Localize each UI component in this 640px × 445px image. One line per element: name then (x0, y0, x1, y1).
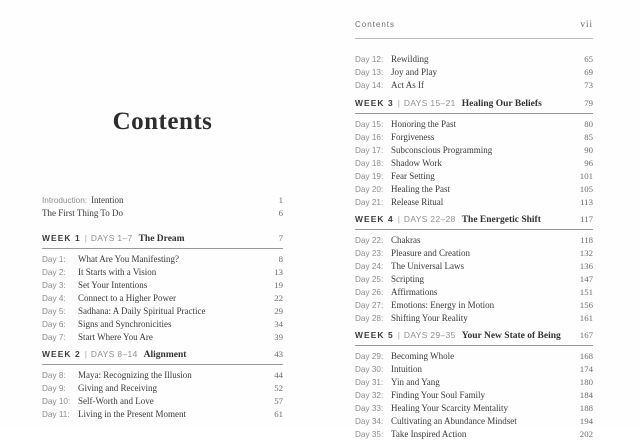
entry-title: Signs and Synchronicities (78, 319, 172, 329)
day-label: Day 32: (355, 391, 384, 400)
entry-title: Shifting Your Reality (391, 313, 468, 323)
day-label: Day 8: (42, 371, 66, 380)
week-section-title: The Dream (138, 234, 185, 244)
entry-page-number: 85 (584, 132, 593, 142)
day-label: Day 11: (42, 410, 70, 419)
entry-page-number: 8 (278, 254, 283, 264)
toc-entry (355, 376, 593, 389)
toc-entry (355, 312, 593, 325)
week-section-header (42, 232, 283, 249)
entry-title: Act As If (391, 80, 424, 90)
toc-entry (355, 363, 593, 376)
entry-page-number: 65 (584, 54, 593, 64)
entry-title: Start Where You Are (78, 332, 153, 342)
toc-entry (42, 382, 283, 395)
entry-title: Intuition (391, 364, 422, 374)
toc-entry (355, 196, 593, 209)
separator-pipe: | (397, 214, 400, 224)
entry-page-number: 61 (274, 409, 283, 419)
entry-title: Honoring the Past (391, 119, 456, 129)
left-page (42, 0, 283, 426)
day-label: Day 10: (42, 397, 71, 406)
separator-pipe: | (397, 98, 400, 108)
week-label: WEEK 1 (42, 233, 81, 243)
entry-title: Emotions: Energy in Motion (391, 300, 495, 310)
toc-entry (355, 286, 593, 299)
entry-page-number: 194 (579, 416, 593, 426)
entry-page-number: 6 (278, 208, 283, 218)
separator-pipe: | (84, 349, 87, 359)
entry-page-number: 69 (584, 67, 593, 77)
day-label: Day 33: (355, 404, 384, 413)
toc-entry (355, 144, 593, 157)
day-label: Day 27: (355, 301, 384, 310)
entry-title: Set Your Intentions (78, 280, 148, 290)
day-label: Day 34: (355, 417, 384, 426)
day-label: Day 17: (355, 146, 384, 155)
separator-pipe: | (397, 330, 400, 340)
right-page (355, 0, 593, 439)
section-page-number: 79 (584, 98, 593, 108)
entry-title: Shadow Work (391, 158, 442, 168)
entry-page-number: 202 (579, 429, 593, 439)
section-page-number: 7 (278, 233, 283, 243)
day-label: Day 18: (355, 159, 384, 168)
entry-page-number: 1 (278, 195, 283, 205)
week-section-title: The Energetic Shift (461, 215, 541, 225)
toc-entry (355, 389, 593, 402)
section-page-number: 167 (579, 330, 593, 340)
entry-title: The Universal Laws (391, 261, 464, 271)
toc-entry (42, 331, 283, 344)
toc-entry (42, 194, 283, 207)
entry-title: It Starts with a Vision (78, 267, 157, 277)
entry-title: What Are You Manifesting? (78, 254, 179, 264)
day-label: Day 13: (355, 68, 384, 77)
week-section-title: Alignment (143, 350, 187, 360)
toc-entry (355, 79, 593, 92)
entry-title: Scripting (391, 274, 424, 284)
toc-entry (42, 207, 283, 219)
toc-entry (355, 350, 593, 363)
toc-entry (355, 53, 593, 66)
day-label: Day 31: (355, 378, 384, 387)
entry-page-number: 90 (584, 145, 593, 155)
days-range-label: DAYS 8–14 (90, 349, 138, 359)
day-label: Day 19: (355, 172, 384, 181)
toc-entry (42, 279, 283, 292)
section-page-number: 117 (580, 214, 593, 224)
toc-entry (42, 318, 283, 331)
entry-page-number: 39 (274, 332, 283, 342)
day-label: Day 14: (355, 81, 384, 90)
entry-page-number: 52 (274, 383, 283, 393)
days-range-label: DAYS 15–21 (403, 98, 456, 108)
entry-page-number: 34 (274, 319, 283, 329)
toc-entry (42, 395, 283, 408)
day-label: Day 20: (355, 185, 384, 194)
entry-label: Introduction: (42, 196, 88, 205)
entry-title: Healing Your Scarcity Mentality (391, 403, 508, 413)
entry-title: Forgiveness (391, 132, 435, 142)
day-label: Day 28: (355, 314, 384, 323)
entry-page-number: 13 (274, 267, 283, 277)
week-label: WEEK 5 (355, 330, 394, 340)
entry-page-number: 161 (579, 313, 593, 323)
day-label: Day 7: (42, 333, 66, 342)
toc-week-section (355, 97, 593, 209)
right-page-sections (355, 97, 593, 445)
entry-page-number: 180 (579, 377, 593, 387)
week-entries (355, 234, 593, 325)
running-header-title: Contents (355, 20, 396, 29)
entry-page-number: 96 (584, 158, 593, 168)
entry-title: Sadhana: A Daily Spiritual Practice (78, 306, 206, 316)
entry-page-number: 113 (580, 197, 593, 207)
entry-title: Becoming Whole (391, 351, 455, 361)
day-label: Day 30: (355, 365, 384, 374)
day-label: Day 22: (355, 236, 384, 245)
contents-page-title: Contents (112, 108, 213, 135)
day-label: Day 1: (42, 255, 66, 264)
entry-title: Living in the Present Moment (78, 409, 186, 419)
toc-entry (42, 369, 283, 382)
day-label: Day 16: (355, 133, 384, 142)
entry-title: Pleasure and Creation (391, 248, 470, 258)
week-entries (42, 369, 283, 421)
entry-page-number: 174 (579, 364, 593, 374)
day-label: Day 6: (42, 320, 66, 329)
toc-entry (42, 408, 283, 421)
week-section-header (42, 348, 283, 365)
entry-title: Maya: Recognizing the Illusion (78, 370, 192, 380)
toc-entry (355, 428, 593, 441)
toc-entry (42, 253, 283, 266)
toc-entry (355, 170, 593, 183)
entry-title: Release Ritual (391, 197, 444, 207)
continued-entries-list (355, 53, 593, 92)
entry-title: Giving and Receiving (78, 383, 157, 393)
entry-title: Affirmations (391, 287, 438, 297)
toc-entry (42, 292, 283, 305)
entry-page-number: 188 (579, 403, 593, 413)
toc-entry (355, 247, 593, 260)
entry-page-number: 105 (579, 184, 593, 194)
day-label: Day 29: (355, 352, 384, 361)
entry-page-number: 118 (580, 235, 593, 245)
entry-page-number: 168 (579, 351, 593, 361)
toc-week-section (355, 213, 593, 325)
days-range-label: DAYS 1–7 (90, 233, 133, 243)
front-matter-list (42, 194, 283, 219)
entry-title: Healing the Past (391, 184, 450, 194)
folio-page-number: vii (580, 19, 593, 29)
week-section-title: Your New State of Being (461, 331, 561, 341)
week-entries (42, 253, 283, 344)
toc-entry (355, 273, 593, 286)
week-section-header (355, 97, 593, 114)
entry-title: Finding Your Soul Family (391, 390, 486, 400)
week-label: WEEK 2 (42, 349, 81, 359)
toc-entry (355, 118, 593, 131)
day-label: Day 5: (42, 307, 66, 316)
days-range-label: DAYS 29–35 (403, 330, 456, 340)
entry-page-number: 156 (579, 300, 593, 310)
entry-title: Joy and Play (391, 67, 437, 77)
entry-page-number: 80 (584, 119, 593, 129)
entry-title: Intention (91, 195, 124, 205)
day-label: Day 21: (355, 198, 384, 207)
left-page-sections (42, 232, 283, 425)
entry-title: Subconscious Programming (391, 145, 493, 155)
toc-entry (355, 66, 593, 79)
entry-title: Chakras (391, 235, 421, 245)
section-page-number: 43 (274, 349, 283, 359)
toc-entry (355, 157, 593, 170)
entry-page-number: 44 (274, 370, 283, 380)
toc-week-section (42, 232, 283, 344)
entry-page-number: 151 (579, 287, 593, 297)
day-label: Day 15: (355, 120, 384, 129)
running-header (355, 19, 593, 39)
entry-title: Connect to a Higher Power (78, 293, 176, 303)
entry-page-number: 101 (579, 171, 593, 181)
toc-entry (355, 299, 593, 312)
entry-page-number: 57 (274, 396, 283, 406)
entry-title: Fear Setting (391, 171, 435, 181)
day-label: Day 24: (355, 262, 384, 271)
entry-title: Rewilding (391, 54, 429, 64)
week-entries (355, 350, 593, 441)
entry-page-number: 136 (579, 261, 593, 271)
toc-week-section (355, 329, 593, 441)
separator-pipe: | (84, 233, 87, 243)
toc-entry (355, 234, 593, 247)
toc-entry (42, 305, 283, 318)
week-section-header (355, 213, 593, 230)
entry-page-number: 29 (274, 306, 283, 316)
toc-entry (355, 131, 593, 144)
day-label: Day 23: (355, 249, 384, 258)
toc-entry (42, 266, 283, 279)
toc-week-section (42, 348, 283, 421)
week-label: WEEK 4 (355, 214, 394, 224)
entry-title: Self-Worth and Love (78, 396, 154, 406)
week-section-title: Healing Our Beliefs (461, 99, 542, 109)
entry-page-number: 19 (274, 280, 283, 290)
toc-entry (355, 415, 593, 428)
week-entries (355, 118, 593, 209)
day-label: Day 35: (355, 430, 384, 439)
toc-entry (355, 260, 593, 273)
day-label: Day 25: (355, 275, 384, 284)
day-label: Day 9: (42, 384, 66, 393)
entry-title: Take Inspired Action (391, 429, 467, 439)
entry-title: The First Thing To Do (42, 208, 124, 218)
toc-entry (355, 183, 593, 196)
entry-page-number: 147 (579, 274, 593, 284)
entry-page-number: 22 (274, 293, 283, 303)
entry-page-number: 132 (579, 248, 593, 258)
days-range-label: DAYS 22–28 (403, 214, 456, 224)
entry-page-number: 184 (579, 390, 593, 400)
toc-entry (355, 402, 593, 415)
entry-title: Yin and Yang (391, 377, 440, 387)
week-section-header (355, 329, 593, 346)
entry-title: Cultivating an Abundance Mindset (391, 416, 517, 426)
entry-page-number: 73 (584, 80, 593, 90)
day-label: Day 2: (42, 268, 66, 277)
week-label: WEEK 3 (355, 98, 394, 108)
day-label: Day 3: (42, 281, 66, 290)
day-label: Day 26: (355, 288, 384, 297)
day-label: Day 12: (355, 55, 384, 64)
day-label: Day 4: (42, 294, 66, 303)
